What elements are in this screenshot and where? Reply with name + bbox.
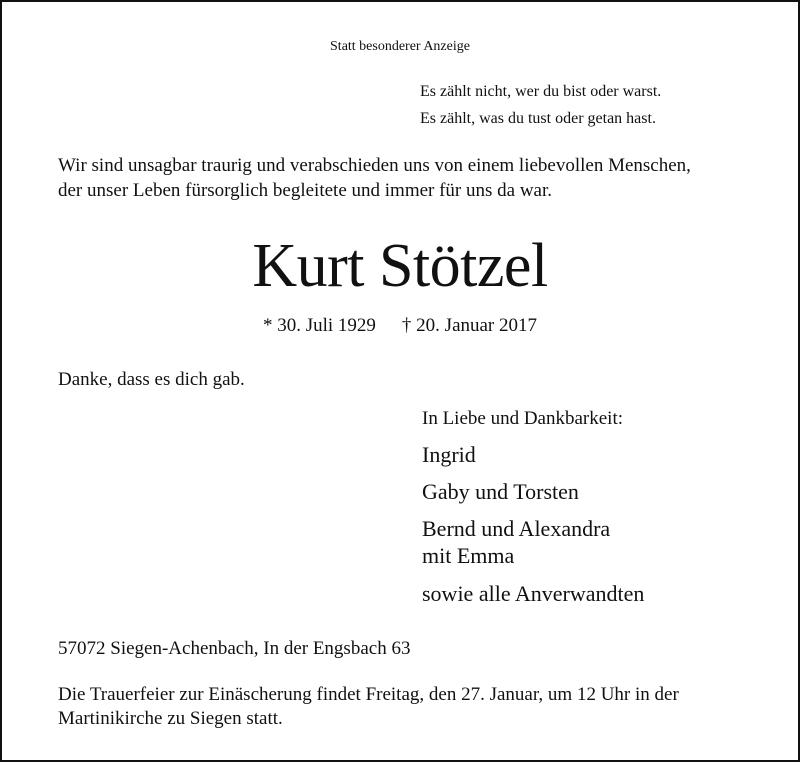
ceremony-line-1: Die Trauerfeier zur Einäscherung findet Freitag, den 27. Januar, um 12 Uhr in der [58, 684, 679, 705]
intro-line-1: Wir sind unsagbar traurig und verabschieden uns von einem liebevollen Menschen, [58, 155, 691, 176]
mourner-name: mit Emma [422, 543, 515, 568]
birth-date: * 30. Juli 1929 [262, 315, 376, 336]
death-date: † 20. Januar 2017 [401, 315, 538, 336]
deceased-name: Kurt Stötzel [252, 232, 548, 300]
motto-line-2: Es zählt, was du tust oder getan hast. [420, 110, 656, 127]
mourner-name: Gaby und Torsten [422, 479, 579, 504]
family-address: 57072 Siegen-Achenbach, In der Engsbach 63 [58, 638, 411, 659]
notice-header: Statt besonderer Anzeige [330, 39, 470, 54]
ceremony-line-2: Martinikirche zu Siegen statt. [58, 708, 283, 729]
life-dates [2, 316, 798, 335]
thanks-line: Danke, dass es dich gab. [58, 369, 245, 390]
mourner-name: Bernd und Alexandra [422, 516, 611, 541]
mourners-intro: In Liebe und Dankbarkeit: [422, 408, 624, 429]
mourner-name: sowie alle Anverwandten [422, 581, 645, 606]
mourner-name: Ingrid [422, 442, 476, 467]
motto-line-1: Es zählt nicht, wer du bist oder warst. [420, 83, 662, 100]
intro-line-2: der unser Leben fürsorglich begleitete und immer für uns da war. [58, 180, 553, 201]
